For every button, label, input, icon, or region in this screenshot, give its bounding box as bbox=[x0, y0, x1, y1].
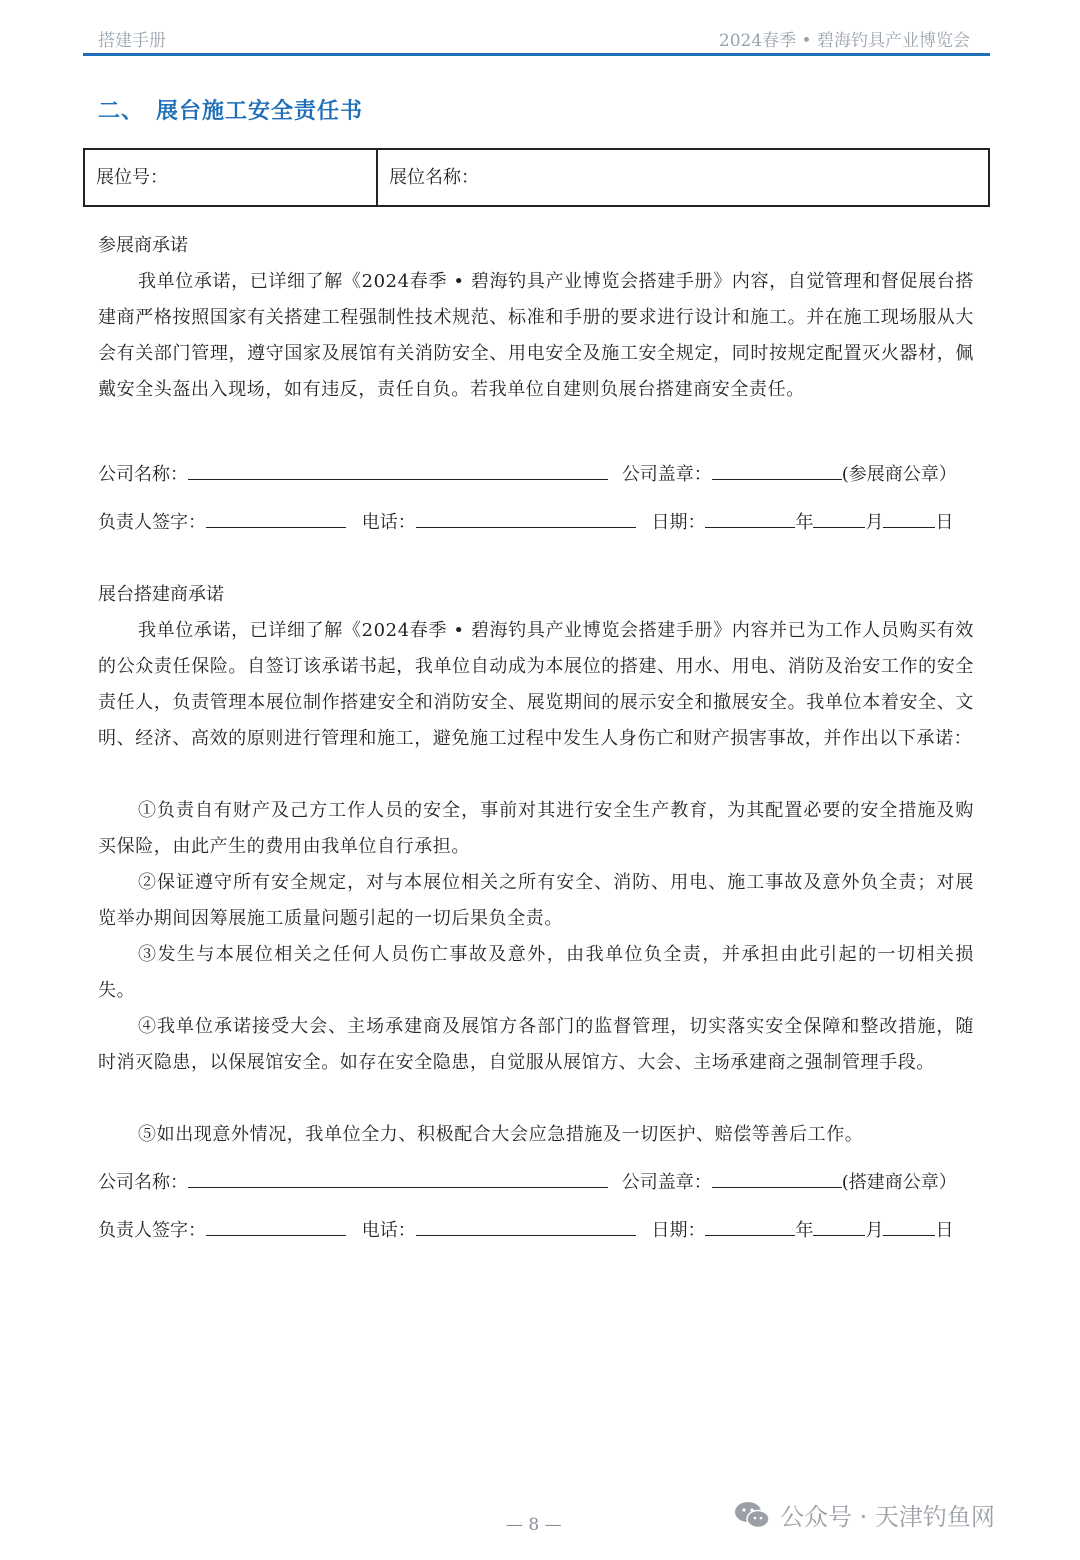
builder-date-label: 日期： bbox=[651, 1220, 706, 1241]
exhibitor-sign-field[interactable] bbox=[206, 503, 346, 528]
section-number: 二、 bbox=[98, 98, 145, 124]
exhibitor-day-label: 日 bbox=[935, 512, 954, 533]
builder-seal-field[interactable] bbox=[712, 1163, 842, 1188]
builder-item-2: ②保证遵守所有安全规定，对与本展位相关之所有安全、消防、用电、施工事故及意外负全责；对展览举办期间因筹展施工质量问题引起的一切后果负全责。 bbox=[98, 872, 974, 929]
page-number: — 8 — bbox=[506, 1515, 562, 1535]
builder-year-field[interactable] bbox=[705, 1211, 795, 1236]
header-left-title: 搭建手册 bbox=[98, 31, 166, 51]
builder-intro: 我单位承诺，已详细了解《2024春季 • 碧海钓具产业博览会搭建手册》内容并已为工作人员购买有效的公众责任保险。自签订该承诺书起，我单位自动成为本展位的搭建、用水、用电、消防及治安工作的安全责任人，负责管理本展位制作搭建安全和消防安全、展览期间的展示安全和撤展安全。我单位本着安全、文明、经济、高效的原则进行管理和施工，避免施工过程中发生人身伤亡和财产损害事故，并作出以下承诺： bbox=[98, 620, 974, 749]
exhibitor-month-label: 月 bbox=[865, 512, 884, 533]
exhibitor-sign-label: 负责人签字： bbox=[98, 512, 206, 533]
exhibitor-year-label: 年 bbox=[795, 512, 814, 533]
exhibitor-company-line bbox=[98, 455, 957, 493]
section-title bbox=[98, 94, 363, 125]
builder-item-4: ④我单位承诺接受大会、主场承建商及展馆方各部门的监督管理，切实落实安全保障和整改措施，随时消灭隐患，以保展馆安全。如存在安全隐患，自觉服从展馆方、大会、主场承建商之强制管理手段。 bbox=[98, 1016, 974, 1073]
builder-company-label: 公司名称： bbox=[98, 1172, 188, 1193]
exhibitor-phone-field[interactable] bbox=[416, 503, 636, 528]
builder-day-field[interactable] bbox=[883, 1211, 935, 1236]
builder-item-1: ①负责自有财产及己方工作人员的安全，事前对其进行安全生产教育，为其配置必要的安全措施及购买保险，由此产生的费用由我单位自行承担。 bbox=[98, 800, 974, 857]
builder-year-label: 年 bbox=[795, 1220, 814, 1241]
watermark bbox=[734, 1497, 995, 1532]
exhibitor-phone-label: 电话： bbox=[361, 512, 416, 533]
builder-company-field[interactable] bbox=[188, 1163, 608, 1188]
builder-phone-field[interactable] bbox=[416, 1211, 636, 1236]
builder-month-field[interactable] bbox=[813, 1211, 865, 1236]
booth-table bbox=[83, 148, 990, 207]
exhibitor-day-field[interactable] bbox=[883, 503, 935, 528]
exhibitor-heading: 参展商承诺 bbox=[98, 235, 188, 256]
builder-day-label: 日 bbox=[935, 1220, 954, 1241]
booth-name-cell: 展位名称： bbox=[389, 167, 479, 188]
exhibitor-sign-line bbox=[98, 503, 953, 541]
exhibitor-month-field[interactable] bbox=[813, 503, 865, 528]
builder-seal-note: (搭建商公章） bbox=[841, 1172, 957, 1193]
builder-phone-label: 电话： bbox=[361, 1220, 416, 1241]
exhibitor-year-field[interactable] bbox=[705, 503, 795, 528]
exhibitor-date-label: 日期： bbox=[651, 512, 706, 533]
builder-sign-label: 负责人签字： bbox=[98, 1220, 206, 1241]
header-divider bbox=[83, 53, 990, 56]
builder-item-5: ⑤如出现意外情况，我单位全力、积极配合大会应急措施及一切医护、赔偿等善后工作。 bbox=[138, 1124, 864, 1145]
builder-seal-label: 公司盖章： bbox=[621, 1172, 712, 1193]
header-right-title: 2024春季 • 碧海钓具产业博览会 bbox=[718, 31, 970, 51]
booth-number-cell: 展位号： bbox=[85, 150, 378, 205]
builder-sign-field[interactable] bbox=[206, 1211, 346, 1236]
exhibitor-seal-note: (参展商公章） bbox=[841, 464, 957, 485]
wechat-icon bbox=[734, 1501, 770, 1529]
exhibitor-seal-label: 公司盖章： bbox=[621, 464, 712, 485]
builder-heading: 展台搭建商承诺 bbox=[98, 584, 224, 605]
builder-company-line bbox=[98, 1163, 957, 1201]
exhibitor-paragraph: 我单位承诺，已详细了解《2024春季 • 碧海钓具产业博览会搭建手册》内容，自觉管理和督促展台搭建商严格按照国家有关搭建工程强制性技术规范、标准和手册的要求进行设计和施工。并在施工现场服从大会有关部门管理，遵守国家及展馆有关消防安全、用电安全及施工安全规定，同时按规定配置灭火器材，佩戴安全头盔出入现场，如有违反，责任自负。若我单位自建则负展台搭建商安全责任。 bbox=[98, 271, 974, 400]
exhibitor-company-field[interactable] bbox=[188, 455, 608, 480]
builder-item-3: ③发生与本展位相关之任何人员伤亡事故及意外，由我单位负全责，并承担由此引起的一切相关损失。 bbox=[98, 944, 974, 1001]
exhibitor-company-label: 公司名称： bbox=[98, 464, 188, 485]
section-title-text: 展台施工安全责任书 bbox=[156, 98, 364, 124]
watermark-text: 公众号 · 天津钓鱼网 bbox=[780, 1503, 995, 1531]
builder-month-label: 月 bbox=[865, 1220, 884, 1241]
builder-sign-line bbox=[98, 1211, 953, 1249]
exhibitor-seal-field[interactable] bbox=[712, 455, 842, 480]
